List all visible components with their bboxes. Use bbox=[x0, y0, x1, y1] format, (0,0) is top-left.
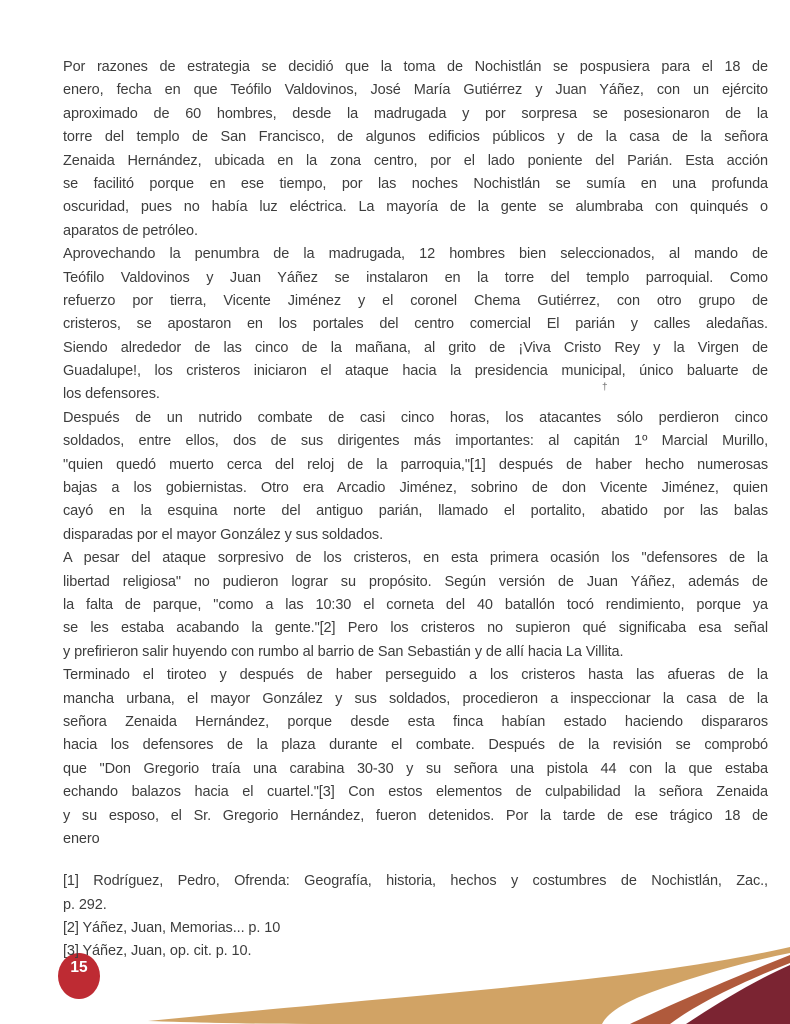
text-line: cayó en la esquina norte del antiguo parián, llamado el portalito, abatido por las balas bbox=[63, 503, 768, 520]
page-number: 15 bbox=[70, 959, 88, 976]
text-line: echando balazos hacia el cuartel."[3] Con estos elementos de culpabilidad la señora Zenaida bbox=[63, 784, 768, 801]
footnote bbox=[63, 940, 768, 963]
text-line: [2] Yáñez, Juan, Memorias... p. 10 bbox=[63, 920, 281, 937]
text-line: "quien quedó muerto cerca del reloj de la parroquia,"[1] después de haber hecho numerosas bbox=[63, 456, 768, 473]
text-line: Terminado el tiroteo y después de haber perseguido a los cristeros hasta las afueras de la bbox=[63, 667, 768, 684]
stray-dagger-mark: † bbox=[602, 382, 608, 393]
text-line: refuerzo por tierra, Vicente Jiménez y el coronel Chema Gutiérrez, con otro grupo de bbox=[63, 292, 768, 309]
text-line: que "Don Gregorio traía una carabina 30-30 y su señora una pistola 44 con la que estaba bbox=[63, 760, 768, 777]
text-line: hacia los defensores de la plaza durante el combate. Después de la revisión se comprobó bbox=[63, 737, 768, 754]
text-line: aparatos de petróleo. bbox=[63, 222, 198, 239]
text-line: p. 292. bbox=[63, 896, 107, 913]
text-line: Zenaida Hernández, ubicada en la zona centro, por el lado poniente del Parián. Esta acción bbox=[63, 152, 768, 169]
text-line: se facilitó porque en ese tiempo, por las noches Nochistlán se sumía en una profunda bbox=[63, 175, 768, 192]
body-paragraph bbox=[63, 407, 768, 547]
text-line: [1] Rodríguez, Pedro, Ofrenda: Geografía, historia, hechos y costumbres de Nochistlán, Zac., bbox=[63, 873, 768, 890]
text-line: disparadas por el mayor González y sus soldados. bbox=[63, 526, 384, 543]
text-line: soldados, entre ellos, dos de sus dirigentes más importantes: al capitán 1º Marcial Murillo, bbox=[63, 433, 768, 450]
text-line: [3] Yáñez, Juan, op. cit. p. 10. bbox=[63, 943, 252, 960]
footnotes-section bbox=[63, 870, 768, 964]
footnote bbox=[63, 917, 768, 940]
text-line: enero bbox=[63, 830, 100, 847]
text-line: Después de un nutrido combate de casi cinco horas, los atacantes sólo perdieron cinco bbox=[63, 409, 768, 426]
footnote bbox=[63, 870, 768, 917]
text-line: cristeros, se apostaron en los portales del centro comercial El parián y calles aledañas. bbox=[63, 316, 768, 333]
body-paragraph bbox=[63, 243, 768, 407]
text-line: Guadalupe!, los cristeros iniciaron el ataque hacia la presidencia municipal, único baluarte de bbox=[63, 363, 768, 380]
text-line: libertad religiosa" no pudieron lograr su propósito. Según versión de Juan Yáñez, además de bbox=[63, 573, 768, 590]
text-line: A pesar del ataque sorpresivo de los cristeros, en esta primera ocasión los "defensores de la bbox=[63, 550, 768, 567]
text-line: y su esposo, el Sr. Gregorio Hernández, fueron detenidos. Por la tarde de ese trágico 18 de bbox=[63, 807, 768, 824]
text-line: y prefirieron salir huyendo con rumbo al barrio de San Sebastián y de allí hacia La Villita. bbox=[63, 643, 624, 660]
text-line: los defensores. bbox=[63, 386, 160, 403]
body-paragraph bbox=[63, 664, 768, 851]
text-line: señora Zenaida Hernández, porque desde esta finca habían estado haciendo dispararos bbox=[63, 713, 768, 730]
text-line: torre del templo de San Francisco, de algunos edificios públicos y de la casa de la señora bbox=[63, 129, 768, 146]
text-line: Por razones de estrategia se decidió que la toma de Nochistlán se pospusiera para el 18 de bbox=[63, 59, 768, 75]
page-text-column bbox=[63, 56, 768, 964]
text-line: mancha urbana, el mayor González y sus soldados, procedieron a inspeccionar la casa de la bbox=[63, 690, 768, 707]
text-line: aproximado de 60 hombres, desde la madrugada y por sorpresa se posesionaron de la bbox=[63, 105, 768, 122]
text-line: enero, fecha en que Teófilo Valdovinos, José María Gutiérrez y Juan Yáñez, con un ejército bbox=[63, 82, 768, 99]
text-line: bajas a los gobiernistas. Otro era Arcadio Jiménez, sobrino de don Vicente Jiménez, quien bbox=[63, 480, 768, 497]
text-line: Aprovechando la penumbra de la madrugada, 12 hombres bien seleccionados, al mando de bbox=[63, 246, 768, 263]
body-paragraph bbox=[63, 547, 768, 664]
body-paragraph bbox=[63, 56, 768, 243]
text-line: oscuridad, pues no había luz eléctrica. La mayoría de la gente se alumbraba con quinqués o bbox=[63, 199, 768, 216]
text-line: Siendo alrededor de las cinco de la mañana, al grito de ¡Viva Cristo Rey y la Virgen de bbox=[63, 339, 768, 356]
text-line: se les estaba acabando la gente."[2] Pero los cristeros no supieron qué significaba esa señal bbox=[63, 620, 768, 637]
text-line: la falta de parque, "como a las 10:30 el corneta del 40 batallón tocó rendimiento, porque ya bbox=[63, 596, 768, 613]
text-line: Teófilo Valdovinos y Juan Yáñez se instalaron en la torre del templo parroquial. Como bbox=[63, 269, 768, 286]
